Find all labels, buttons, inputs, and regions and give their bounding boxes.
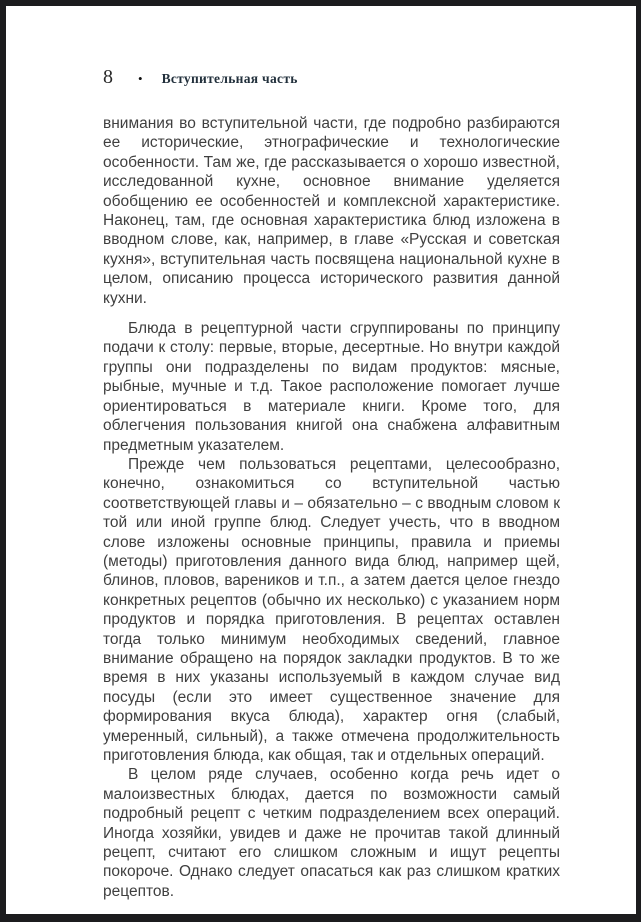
- running-head-title: Вступительная часть: [161, 71, 298, 86]
- page-header: [103, 66, 298, 88]
- bullet-icon: •: [138, 71, 143, 86]
- paragraph: Прежде чем пользоваться рецептами, целесообразно, конечно, ознакомиться со вступительной частью соответствующей главы и – обязательно – с вводным словом к той или иной группе блюд. Следует учесть, что в вводном слове изложены основные принципы, правила и приемы (методы) приготовления данного вида блюд, например щей, блинов, пловов, вареников и т.п., а затем дается целое гнездо конкретных рецептов (обычно их несколько) с указанием норм продуктов и порядка приготовления. В рецептах оставлен тогда только минимум необходимых сведений, главное внимание обращено на порядок закладки продуктов. В то же время в них указаны используемый в каждом случае вид посуды (если это имеет существенное значение для формирования вкуса блюда), характер огня (слабый, умеренный, сильный), а также отмечена продолжительность приготовления блюда, как общая, так и отдельных операций.: [103, 455, 560, 764]
- paragraph: Блюда в рецептурной части сгруппированы по принципу подачи к столу: первые, вторые, десертные. Но внутри каждой группы они подразделены по видам продуктов: мясные, рыбные, мучные и т.д. Такое расположение помогает лучше ориентироваться в материале книги. Кроме того, для облегчения пользования книгой она снабжена алфавитным предметным указателем.: [103, 320, 560, 454]
- page-body: [103, 114, 560, 901]
- paragraph: В целом ряде случаев, особенно когда речь идет о малоизвестных блюдах, дается по возможности самый подробный рецепт с четким подразделением всех операций. Иногда хозяйки, увидев и даже не прочитав такой длинный рецепт, считают его слишком сложным и ищут рецепты покороче. Однако следует опасаться как раз слишком кратких рецептов.: [103, 766, 560, 900]
- page-number: 8: [103, 66, 113, 88]
- paragraph-continuation: внимания во вступительной части, где подробно разбираются ее исторические, этнографические и технологические особенности. Там же, где рассказывается о хорошо известной, исследованной кухне, основное внимание уделяется обобщению ее особенностей и комплексной характеристике. Наконец, там, где основная характеристика блюд изложена в вводном слове, как, например, в главе «Русская и советская кухня», вступительная часть посвящена национальной кухне в целом, описанию процесса исторического развития данной кухни.: [103, 115, 560, 307]
- book-page: [6, 6, 636, 914]
